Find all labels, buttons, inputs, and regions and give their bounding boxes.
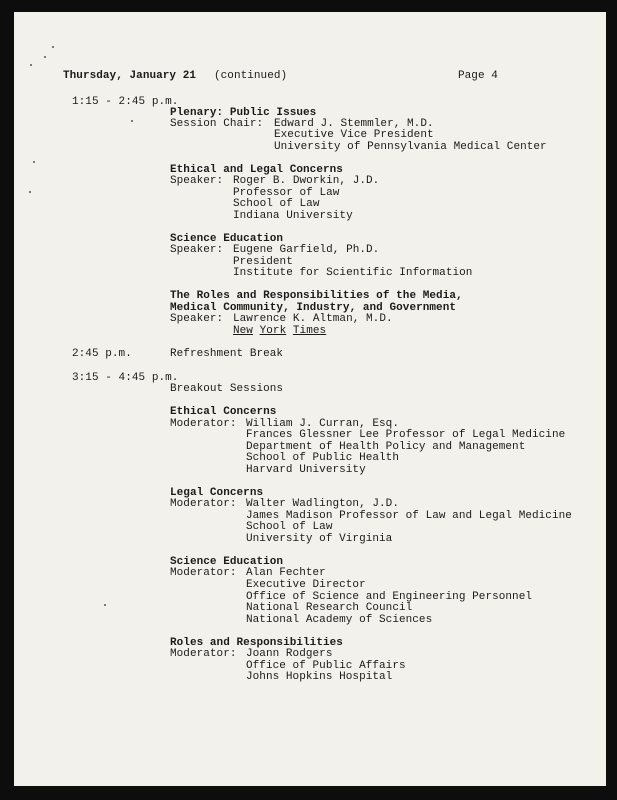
talk-title: Ethical and Legal Concerns (170, 164, 343, 176)
moderator-detail: University of Virginia (246, 533, 393, 545)
paper-speck (44, 56, 46, 58)
day-heading: Thursday, January 21 (63, 70, 197, 82)
moderator-detail: Department of Health Policy and Management (246, 441, 526, 453)
moderator-detail: Johns Hopkins Hospital (246, 671, 393, 683)
paper-speck (30, 64, 32, 66)
plenary-title: Plenary: Public Issues (170, 107, 317, 119)
session-title: Roles and Responsibilities (170, 637, 343, 649)
continued-note: (continued) (214, 70, 288, 82)
moderator-detail: Office of Science and Engineering Personnel (246, 591, 532, 603)
moderator-name: Alan Fechter (246, 567, 326, 579)
break-label: Refreshment Break (170, 348, 284, 360)
moderator-name: Walter Wadlington, J.D. (246, 498, 399, 510)
moderator-label: Moderator: (170, 498, 237, 510)
moderator-detail: School of Law (246, 521, 333, 533)
moderator-detail: Office of Public Affairs (246, 660, 406, 672)
talk-title: The Roles and Responsibilities of the Media, (170, 290, 463, 302)
paper-speck (131, 120, 133, 122)
session-title: Science Education (170, 556, 284, 568)
publication-word: New (233, 325, 253, 337)
talk-title: Medical Community, Industry, and Government (170, 302, 456, 314)
breakout-time: 3:15 - 4:45 p.m. (72, 372, 179, 384)
moderator-detail: Harvard University (246, 464, 366, 476)
speaker-label: Speaker: (170, 313, 224, 325)
breakout-title: Breakout Sessions (170, 383, 284, 395)
speaker-detail: Institute for Scientific Information (233, 267, 473, 279)
paper-speck (52, 46, 54, 48)
speaker-detail: Professor of Law (233, 187, 340, 199)
moderator-label: Moderator: (170, 418, 237, 430)
moderator-detail: James Madison Professor of Law and Legal Medicine (246, 510, 572, 522)
chair-affiliation: University of Pennsylvania Medical Center (274, 141, 547, 153)
moderator-detail: School of Public Health (246, 452, 399, 464)
moderator-label: Moderator: (170, 567, 237, 579)
speaker-label: Speaker: (170, 244, 224, 256)
plenary-time: 1:15 - 2:45 p.m. (72, 96, 179, 108)
session-title: Legal Concerns (170, 487, 264, 499)
speaker-detail: Indiana University (233, 210, 353, 222)
talk-title: Science Education (170, 233, 284, 245)
moderator-detail: Frances Glessner Lee Professor of Legal Medicine (246, 429, 566, 441)
publication-name (233, 325, 326, 337)
page-number: Page 4 (458, 70, 498, 82)
session-title: Ethical Concerns (170, 406, 277, 418)
moderator-detail: National Research Council (246, 602, 413, 614)
speaker-detail: President (233, 256, 293, 268)
paper-speck (33, 161, 35, 163)
moderator-name: William J. Curran, Esq. (246, 418, 399, 430)
speaker-label: Speaker: (170, 175, 224, 187)
speaker-detail: School of Law (233, 198, 320, 210)
paper-speck (104, 604, 106, 606)
speaker-name: Eugene Garfield, Ph.D. (233, 244, 380, 256)
moderator-label: Moderator: (170, 648, 237, 660)
moderator-detail: Executive Director (246, 579, 366, 591)
moderator-detail: National Academy of Sciences (246, 614, 433, 626)
publication-word: Times (292, 325, 327, 337)
moderator-name: Joann Rodgers (246, 648, 333, 660)
break-time: 2:45 p.m. (72, 348, 132, 360)
chair-name: Edward J. Stemmler, M.D. (274, 118, 434, 130)
publication-word: York (259, 325, 287, 337)
session-chair-label: Session Chair: (170, 118, 264, 130)
speaker-name: Lawrence K. Altman, M.D. (233, 313, 393, 325)
paper-speck (29, 191, 31, 193)
chair-title: Executive Vice President (274, 129, 434, 141)
speaker-name: Roger B. Dworkin, J.D. (233, 175, 380, 187)
